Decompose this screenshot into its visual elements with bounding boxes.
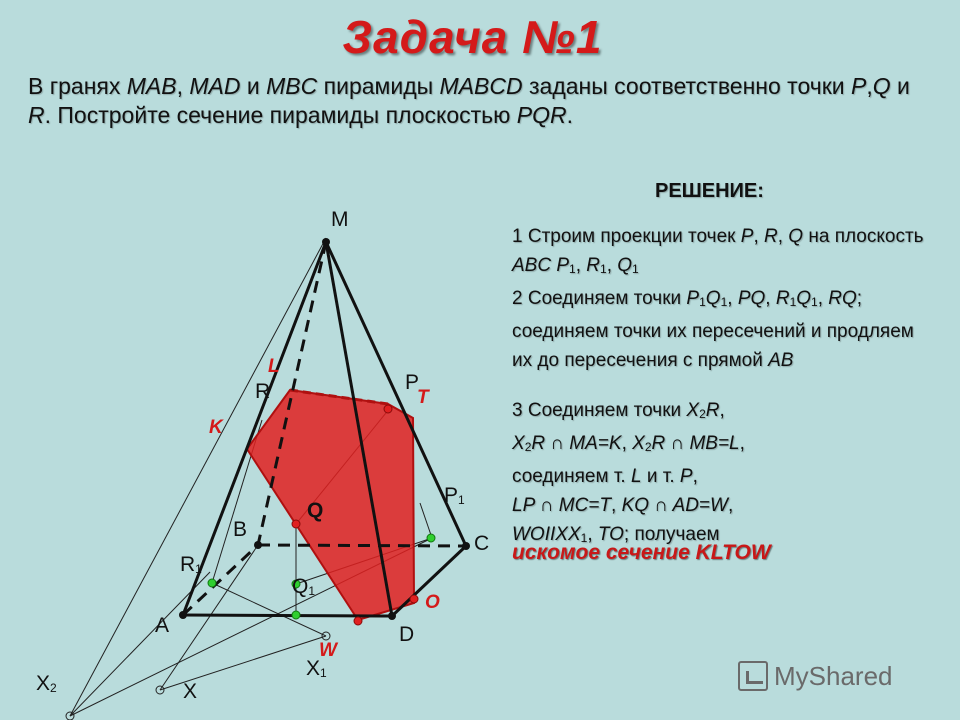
label-w: W [319,640,337,661]
section-polygon-kltow [247,390,414,620]
label-x1: X1 [306,657,327,680]
label-m: M [331,208,349,231]
label-d: D [399,623,415,646]
point-p1 [427,534,435,542]
label-q: Q [307,499,324,522]
label-p1: P1 [444,484,465,507]
label-t: T [417,387,429,408]
solution-step-1: 1 Строим проекции точек P, R, Q на плоскость ABC $P_1$, $R_1$, $Q_1$ [512,226,924,276]
problem-statement: В гранях MAB, MAD и MBC пирамиды MABCD заданы соответственно точки P,Q и R. Постройте сечение пирамиды плоскостью PQR. [28,73,910,128]
solution-heading: РЕШЕНИЕ: [655,180,764,202]
line-x-b [160,545,258,690]
point-p [384,405,392,413]
point-r1 [208,579,216,587]
label-x: X [183,680,198,703]
label-a: A [155,614,170,637]
label-k: K [209,417,223,438]
point-q1-foot [292,611,300,619]
watermark-logo [738,656,938,696]
label-x2: X2 [36,672,57,695]
line-p1-p [420,503,432,538]
point-q [292,520,300,528]
point-c [462,542,470,550]
label-q1: Q1 [292,575,316,598]
label-p: P [405,371,420,394]
label-c: C [474,532,490,555]
slide-title: Задача №1 [342,11,603,63]
solution-step-3: 3 Соединяем точки $X_2R$, $X_2R$ ∩ MA=K, $X_2R$ ∩ MB=L, соединяем т. L и т. P, LP ∩ MC=T, KQ ∩ AD=W, $WOIIXX_1$, TO; получаем [512,400,745,545]
point-d [388,612,396,620]
label-o: O [425,592,440,613]
point-w [354,617,362,625]
point-o [410,595,418,603]
point-a [179,611,187,619]
solution-step-2: 2 Соединяем точки $P_1Q_1$, PQ, $R_1Q_1$, RQ; соединяем точки их пересечений и продляем их до пересечения с прямой AB [512,288,914,371]
label-b: B [233,518,248,541]
watermark-text: MyShared [774,660,893,691]
label-l: L [268,356,280,377]
edge-ad [183,615,392,616]
answer-text: искомое сечение KLTOW [512,541,771,564]
point-b [254,541,262,549]
edge-bc [258,545,466,546]
myshared-logo-icon [738,661,768,691]
label-r1: R1 [180,553,202,576]
label-r: R [255,380,271,403]
auxiliary-points [66,632,330,720]
point-m [322,238,330,246]
